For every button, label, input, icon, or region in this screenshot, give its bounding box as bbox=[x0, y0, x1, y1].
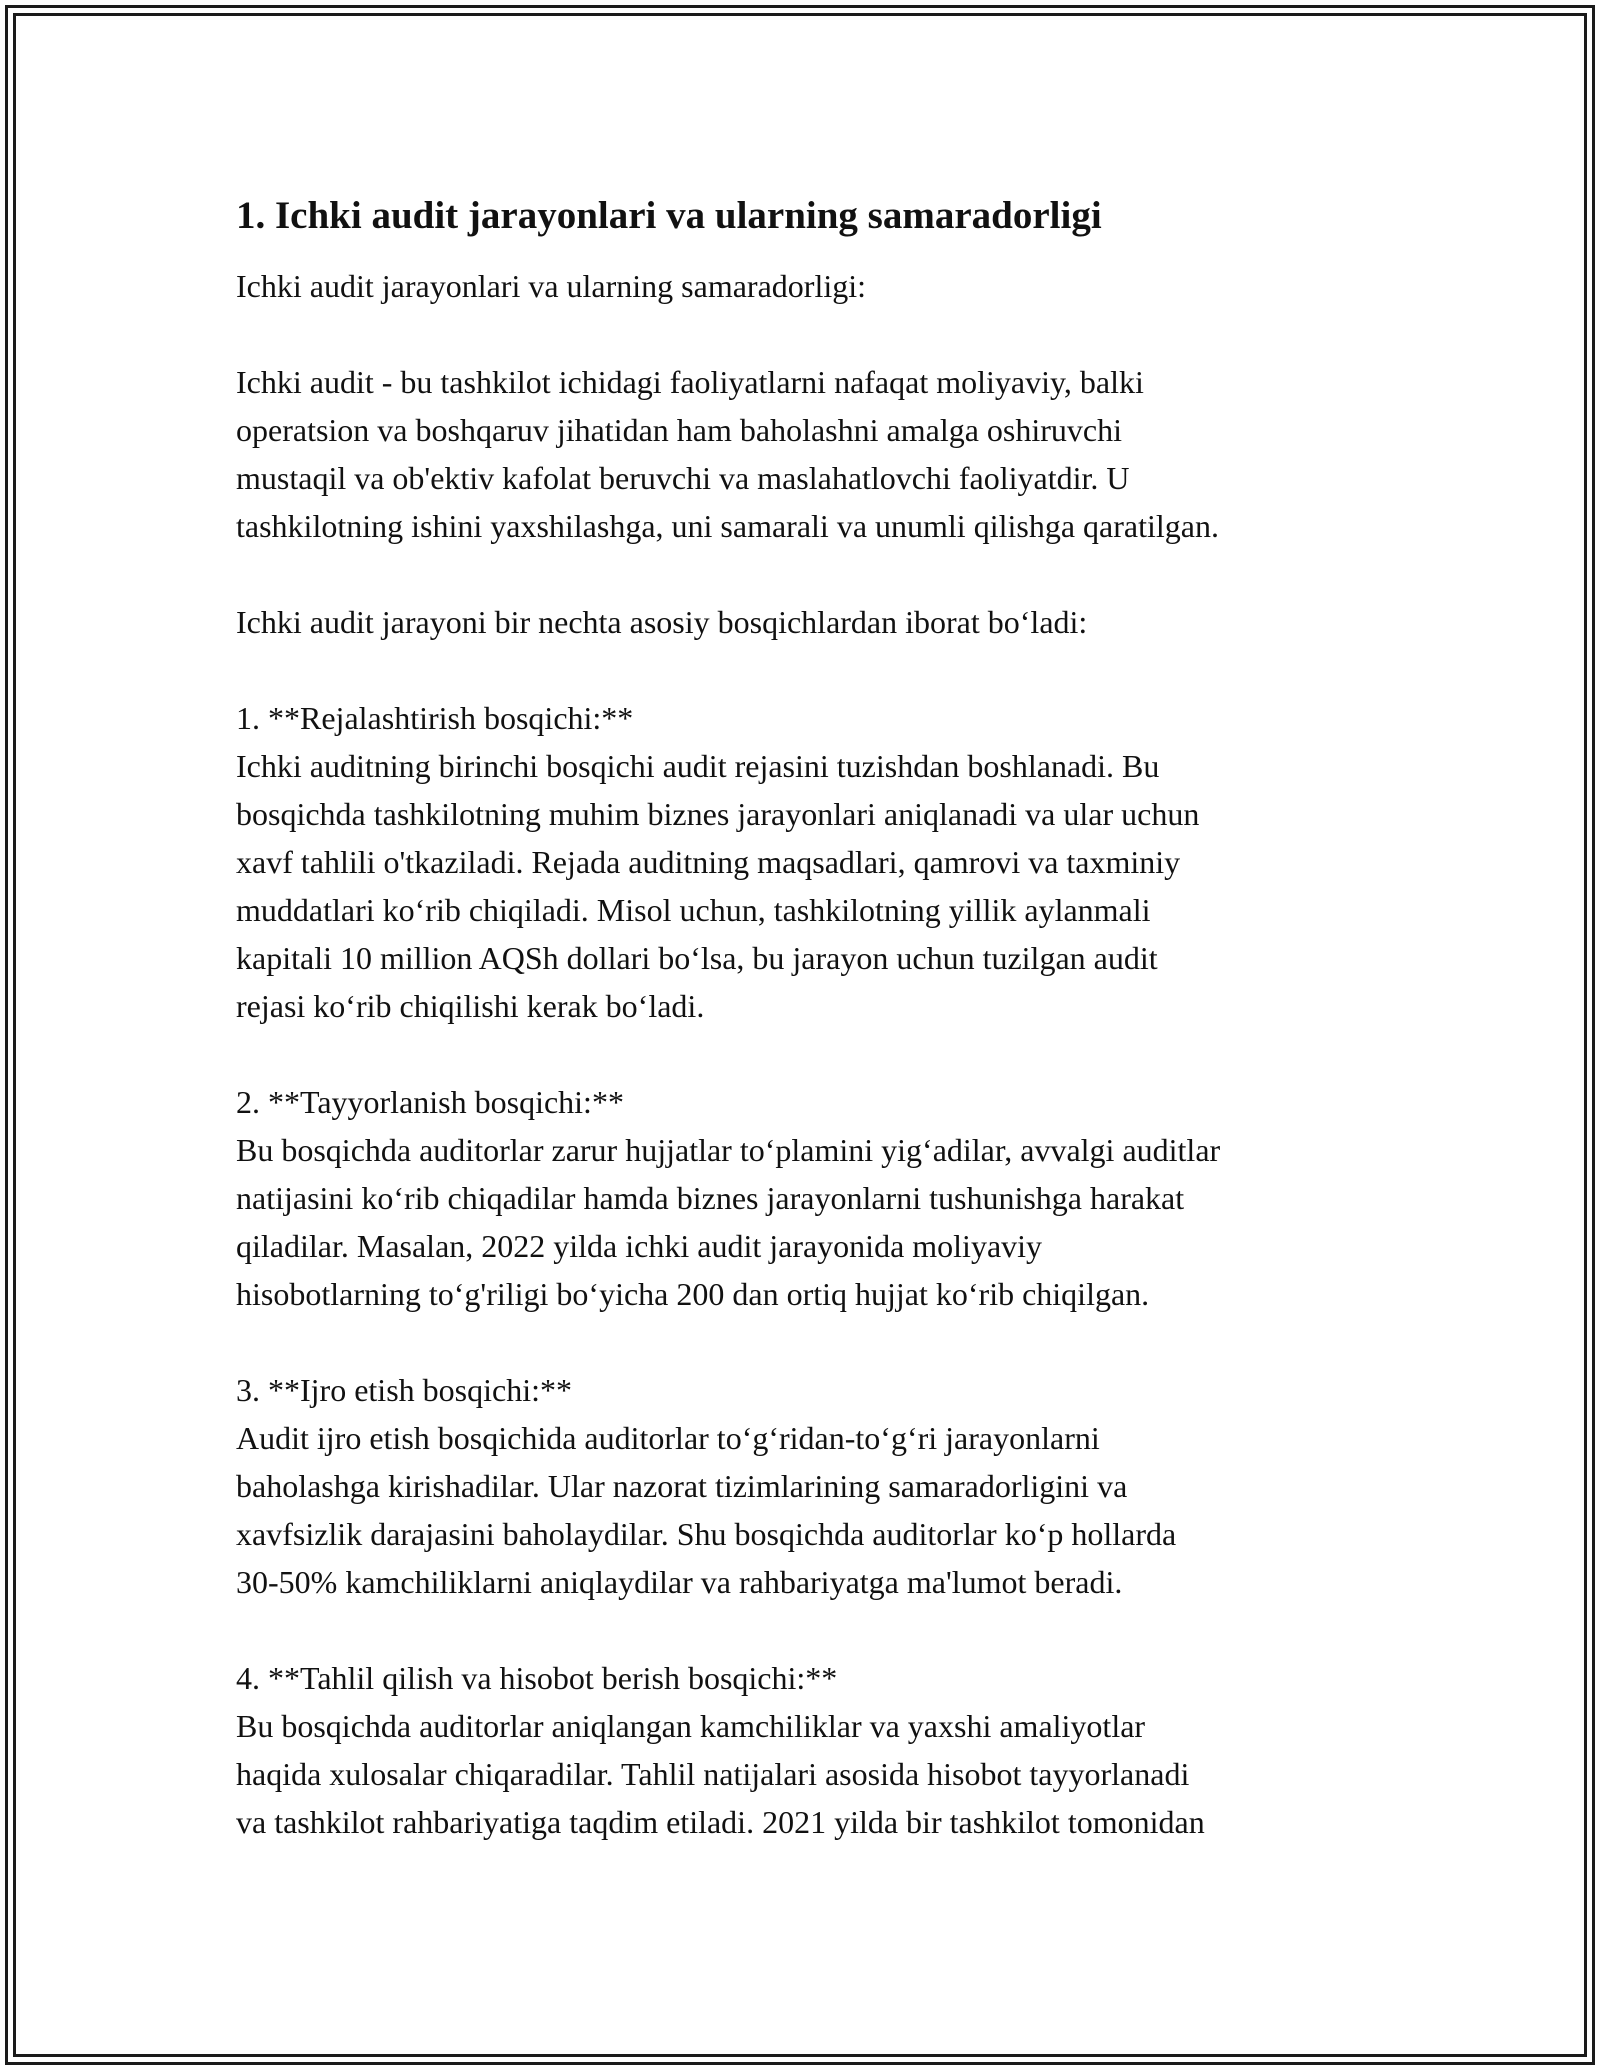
section-line: natijasini ko‘rib chiqadilar hamda biznes jarayonlarni tushunishga harakat bbox=[236, 1180, 1185, 1216]
definition-line: tashkilotning ishini yaxshilashga, uni samarali va unumli qilishga qaratilgan. bbox=[236, 508, 1219, 544]
section-line: Bu bosqichda auditorlar aniqlangan kamchiliklar va yaxshi amaliyotlar bbox=[236, 1708, 1146, 1744]
section-line: va tashkilot rahbariyatiga taqdim etiladi. 2021 yilda bir tashkilot tomonidan bbox=[236, 1804, 1205, 1840]
paragraph-spacer bbox=[236, 1606, 1376, 1654]
definition-line: operatsion va boshqaruv jihatidan ham baholashni amalga oshiruvchi bbox=[236, 412, 1122, 448]
document-body bbox=[236, 188, 1376, 1846]
paragraph-spacer bbox=[236, 1030, 1376, 1078]
stages-intro-paragraph: Ichki audit jarayoni bir nechta asosiy bosqichlardan iborat bo‘ladi: bbox=[236, 604, 1088, 640]
section-line: qiladilar. Masalan, 2022 yilda ichki audit jarayonida moliyaviy bbox=[236, 1228, 1043, 1264]
section-preparation bbox=[236, 1078, 1376, 1318]
paragraph-spacer bbox=[236, 646, 1376, 694]
section-line: haqida xulosalar chiqaradilar. Tahlil natijalari asosida hisobot tayyorlanadi bbox=[236, 1756, 1190, 1792]
section-execution bbox=[236, 1366, 1376, 1606]
intro-paragraph: Ichki audit jarayonlari va ularning samaradorligi: bbox=[236, 268, 866, 304]
document-title: 1. Ichki audit jarayonlari va ularning samaradorligi bbox=[236, 194, 1102, 237]
section-line: rejasi ko‘rib chiqilishi kerak bo‘ladi. bbox=[236, 988, 705, 1024]
section-heading: 4. **Tahlil qilish va hisobot berish bosqichi:** bbox=[236, 1660, 838, 1696]
paragraph-spacer bbox=[236, 310, 1376, 358]
section-line: muddatlari ko‘rib chiqiladi. Misol uchun, tashkilotning yillik aylanmali bbox=[236, 892, 1151, 928]
section-planning bbox=[236, 694, 1376, 1030]
definition-paragraph bbox=[236, 358, 1376, 550]
section-line: bosqichda tashkilotning muhim biznes jarayonlari aniqlanadi va ular uchun bbox=[236, 796, 1200, 832]
section-line: hisobotlarning to‘g'riligi bo‘yicha 200 dan ortiq hujjat ko‘rib chiqilgan. bbox=[236, 1276, 1150, 1312]
section-line: xavfsizlik darajasini baholaydilar. Shu bosqichda auditorlar ko‘p hollarda bbox=[236, 1516, 1177, 1552]
section-line: 30-50% kamchiliklarni aniqlaydilar va rahbariyatga ma'lumot beradi. bbox=[236, 1564, 1123, 1600]
paragraph-spacer bbox=[236, 550, 1376, 598]
section-line: Ichki auditning birinchi bosqichi audit rejasini tuzishdan boshlanadi. Bu bbox=[236, 748, 1160, 784]
section-line: kapitali 10 million AQSh dollari bo‘lsa, bu jarayon uchun tuzilgan audit bbox=[236, 940, 1158, 976]
section-line: Audit ijro etish bosqichida auditorlar to‘g‘ridan-to‘g‘ri jarayonlarni bbox=[236, 1420, 1100, 1456]
section-line: baholashga kirishadilar. Ular nazorat tizimlarining samaradorligini va bbox=[236, 1468, 1128, 1504]
section-heading: 1. **Rejalashtirish bosqichi:** bbox=[236, 700, 634, 736]
paragraph-spacer bbox=[236, 1318, 1376, 1366]
section-heading: 3. **Ijro etish bosqichi:** bbox=[236, 1372, 572, 1408]
section-heading: 2. **Tayyorlanish bosqichi:** bbox=[236, 1084, 624, 1120]
definition-line: Ichki audit - bu tashkilot ichidagi faoliyatlarni nafaqat moliyaviy, balki bbox=[236, 364, 1144, 400]
section-analysis-reporting bbox=[236, 1654, 1376, 1846]
section-line: Bu bosqichda auditorlar zarur hujjatlar to‘plamini yig‘adilar, avvalgi auditlar bbox=[236, 1132, 1221, 1168]
definition-line: mustaqil va ob'ektiv kafolat beruvchi va maslahatlovchi faoliyatdir. U bbox=[236, 460, 1130, 496]
section-line: xavf tahlili o'tkaziladi. Rejada auditning maqsadlari, qamrovi va taxminiy bbox=[236, 844, 1181, 880]
